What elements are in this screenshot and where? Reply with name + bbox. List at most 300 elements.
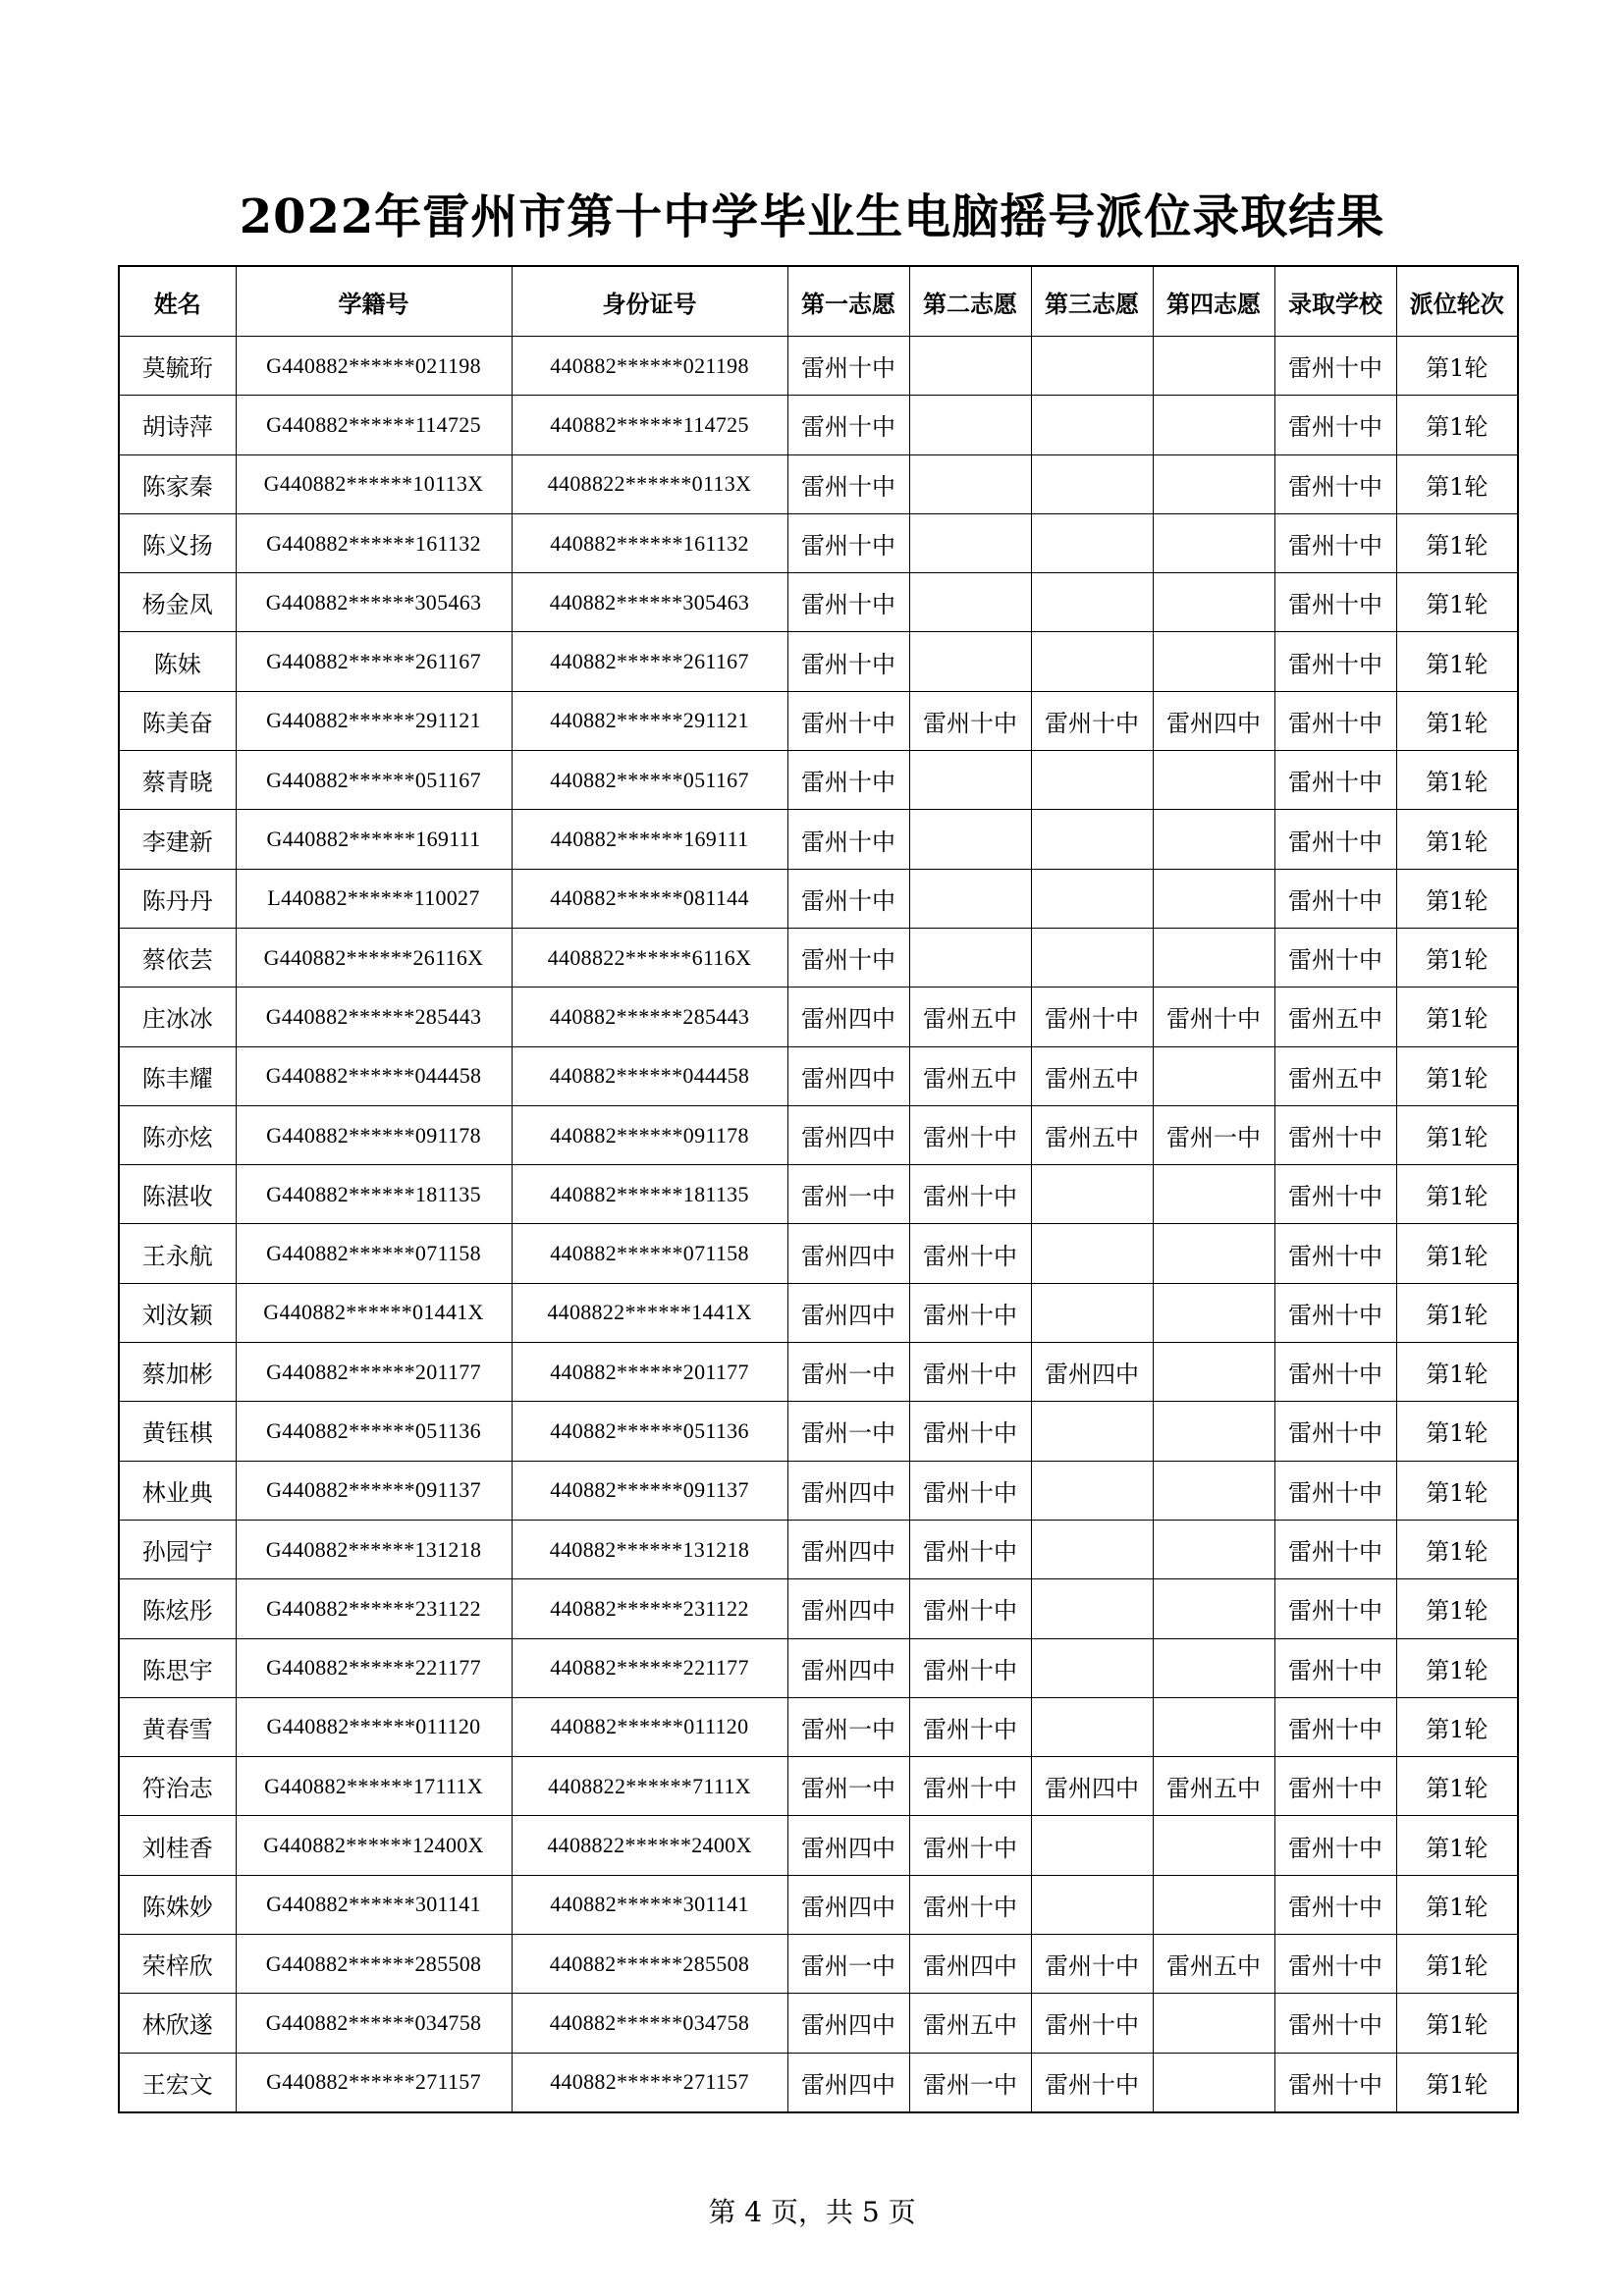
student-name-cell: 荣梓欣: [119, 1935, 236, 1994]
id-card-number-cell: 440882******131218: [512, 1520, 787, 1578]
id-card-number-cell: 440882******291121: [512, 691, 787, 750]
choice-3-cell: 雷州四中: [1031, 1757, 1153, 1816]
choice-4-cell: [1153, 573, 1274, 632]
round-cell: 第1轮: [1396, 1994, 1518, 2053]
choice-4-cell: [1153, 632, 1274, 691]
table-row: [119, 1816, 1518, 1875]
round-cell: 第1轮: [1396, 810, 1518, 869]
table-row: [119, 1520, 1518, 1578]
student-id-cell: G440882******271157: [236, 2053, 512, 2112]
round-cell: 第1轮: [1396, 988, 1518, 1046]
student-name-cell: 蔡加彬: [119, 1343, 236, 1402]
choice-3-cell: [1031, 1638, 1153, 1697]
choice-4-cell: 雷州一中: [1153, 1105, 1274, 1164]
col-header-round: 派位轮次: [1396, 266, 1518, 337]
choice-2-cell: [909, 810, 1031, 869]
choice-4-cell: [1153, 869, 1274, 928]
choice-2-cell: [909, 573, 1031, 632]
round-cell: 第1轮: [1396, 869, 1518, 928]
choice-1-cell: 雷州十中: [787, 513, 909, 572]
choice-4-cell: 雷州十中: [1153, 988, 1274, 1046]
round-cell: 第1轮: [1396, 751, 1518, 810]
choice-4-cell: [1153, 1046, 1274, 1105]
col-header-id-card: 身份证号: [512, 266, 787, 337]
table-row: [119, 810, 1518, 869]
col-header-admitted-school: 录取学校: [1274, 266, 1396, 337]
admitted-school-cell: 雷州十中: [1274, 1402, 1396, 1461]
round-cell: 第1轮: [1396, 513, 1518, 572]
admitted-school-cell: 雷州十中: [1274, 1935, 1396, 1994]
choice-2-cell: 雷州十中: [909, 1461, 1031, 1520]
table-row: [119, 396, 1518, 454]
choice-4-cell: 雷州四中: [1153, 691, 1274, 750]
id-card-number-cell: 440882******091137: [512, 1461, 787, 1520]
admitted-school-cell: 雷州十中: [1274, 1579, 1396, 1638]
choice-1-cell: 雷州十中: [787, 869, 909, 928]
choice-1-cell: 雷州十中: [787, 810, 909, 869]
admitted-school-cell: 雷州十中: [1274, 869, 1396, 928]
choice-1-cell: 雷州四中: [787, 1224, 909, 1283]
table-row: [119, 1165, 1518, 1224]
choice-2-cell: [909, 396, 1031, 454]
choice-3-cell: [1031, 1697, 1153, 1756]
id-card-number-cell: 4408822******2400X: [512, 1816, 787, 1875]
choice-2-cell: 雷州十中: [909, 1697, 1031, 1756]
table-row: [119, 928, 1518, 987]
choice-3-cell: [1031, 513, 1153, 572]
choice-1-cell: 雷州一中: [787, 1343, 909, 1402]
choice-2-cell: 雷州十中: [909, 1165, 1031, 1224]
student-name-cell: 黄钰棋: [119, 1402, 236, 1461]
round-cell: 第1轮: [1396, 1697, 1518, 1756]
choice-3-cell: [1031, 810, 1153, 869]
id-card-number-cell: 440882******071158: [512, 1224, 787, 1283]
choice-4-cell: 雷州五中: [1153, 1757, 1274, 1816]
round-cell: 第1轮: [1396, 1283, 1518, 1342]
student-id-cell: G440882******114725: [236, 396, 512, 454]
choice-3-cell: [1031, 751, 1153, 810]
round-cell: 第1轮: [1396, 1046, 1518, 1105]
table-row: [119, 751, 1518, 810]
choice-3-cell: [1031, 1402, 1153, 1461]
choice-2-cell: 雷州五中: [909, 1046, 1031, 1105]
student-id-cell: G440882******231122: [236, 1579, 512, 1638]
student-id-cell: G440882******034758: [236, 1994, 512, 2053]
student-name-cell: 李建新: [119, 810, 236, 869]
round-cell: 第1轮: [1396, 396, 1518, 454]
choice-4-cell: [1153, 1402, 1274, 1461]
table-row: [119, 1283, 1518, 1342]
student-id-cell: G440882******305463: [236, 573, 512, 632]
choice-2-cell: 雷州十中: [909, 1283, 1031, 1342]
student-name-cell: 陈炫彤: [119, 1579, 236, 1638]
choice-1-cell: 雷州四中: [787, 1875, 909, 1934]
choice-2-cell: [909, 928, 1031, 987]
id-card-number-cell: 440882******181135: [512, 1165, 787, 1224]
id-card-number-cell: 440882******305463: [512, 573, 787, 632]
student-id-cell: G440882******301141: [236, 1875, 512, 1934]
choice-3-cell: [1031, 1224, 1153, 1283]
student-name-cell: 陈思宇: [119, 1638, 236, 1697]
choice-1-cell: 雷州十中: [787, 454, 909, 513]
student-name-cell: 胡诗萍: [119, 396, 236, 454]
table-row: [119, 1579, 1518, 1638]
choice-1-cell: 雷州十中: [787, 751, 909, 810]
round-cell: 第1轮: [1396, 2053, 1518, 2112]
id-card-number-cell: 440882******044458: [512, 1046, 787, 1105]
choice-2-cell: 雷州四中: [909, 1935, 1031, 1994]
admitted-school-cell: 雷州十中: [1274, 1343, 1396, 1402]
admitted-school-cell: 雷州十中: [1274, 396, 1396, 454]
choice-2-cell: [909, 869, 1031, 928]
choice-4-cell: [1153, 1638, 1274, 1697]
admitted-school-cell: 雷州十中: [1274, 513, 1396, 572]
choice-1-cell: 雷州一中: [787, 1697, 909, 1756]
col-header-name: 姓名: [119, 266, 236, 337]
choice-4-cell: [1153, 337, 1274, 396]
student-id-cell: G440882******291121: [236, 691, 512, 750]
student-name-cell: 杨金凤: [119, 573, 236, 632]
table-body: [119, 337, 1518, 2112]
student-id-cell: G440882******091137: [236, 1461, 512, 1520]
table-row: [119, 337, 1518, 396]
student-name-cell: 刘汝颖: [119, 1283, 236, 1342]
table-row: [119, 1105, 1518, 1164]
admitted-school-cell: 雷州十中: [1274, 337, 1396, 396]
choice-1-cell: 雷州一中: [787, 1757, 909, 1816]
table-row: [119, 573, 1518, 632]
id-card-number-cell: 440882******169111: [512, 810, 787, 869]
id-card-number-cell: 440882******201177: [512, 1343, 787, 1402]
student-name-cell: 蔡依芸: [119, 928, 236, 987]
id-card-number-cell: 4408822******0113X: [512, 454, 787, 513]
student-name-cell: 莫毓珩: [119, 337, 236, 396]
student-id-cell: G440882******051136: [236, 1402, 512, 1461]
choice-2-cell: 雷州十中: [909, 1816, 1031, 1875]
admitted-school-cell: 雷州十中: [1274, 1461, 1396, 1520]
round-cell: 第1轮: [1396, 1461, 1518, 1520]
round-cell: 第1轮: [1396, 337, 1518, 396]
col-header-choice-1: 第一志愿: [787, 266, 909, 337]
id-card-number-cell: 440882******231122: [512, 1579, 787, 1638]
choice-4-cell: [1153, 1224, 1274, 1283]
choice-2-cell: [909, 337, 1031, 396]
student-name-cell: 孙园宁: [119, 1520, 236, 1578]
choice-1-cell: 雷州四中: [787, 1283, 909, 1342]
round-cell: 第1轮: [1396, 691, 1518, 750]
col-header-choice-4: 第四志愿: [1153, 266, 1274, 337]
id-card-number-cell: 440882******271157: [512, 2053, 787, 2112]
student-id-cell: G440882******181135: [236, 1165, 512, 1224]
choice-3-cell: 雷州十中: [1031, 691, 1153, 750]
student-id-cell: G440882******091178: [236, 1105, 512, 1164]
choice-4-cell: 雷州五中: [1153, 1935, 1274, 1994]
choice-2-cell: 雷州十中: [909, 1105, 1031, 1164]
student-id-cell: G440882******169111: [236, 810, 512, 869]
table-row: [119, 691, 1518, 750]
student-id-cell: G440882******17111X: [236, 1757, 512, 1816]
admitted-school-cell: 雷州十中: [1274, 1875, 1396, 1934]
table-row: [119, 454, 1518, 513]
choice-1-cell: 雷州四中: [787, 1579, 909, 1638]
choice-3-cell: 雷州十中: [1031, 1994, 1153, 2053]
choice-1-cell: 雷州十中: [787, 928, 909, 987]
round-cell: 第1轮: [1396, 1816, 1518, 1875]
student-name-cell: 陈姝妙: [119, 1875, 236, 1934]
admitted-school-cell: 雷州十中: [1274, 632, 1396, 691]
round-cell: 第1轮: [1396, 454, 1518, 513]
choice-3-cell: [1031, 1461, 1153, 1520]
choice-3-cell: 雷州四中: [1031, 1343, 1153, 1402]
round-cell: 第1轮: [1396, 573, 1518, 632]
id-card-number-cell: 440882******221177: [512, 1638, 787, 1697]
id-card-number-cell: 440882******114725: [512, 396, 787, 454]
choice-2-cell: 雷州十中: [909, 1520, 1031, 1578]
choice-4-cell: [1153, 810, 1274, 869]
choice-1-cell: 雷州四中: [787, 1520, 909, 1578]
choice-4-cell: [1153, 513, 1274, 572]
table-row: [119, 2053, 1518, 2112]
id-card-number-cell: 440882******051136: [512, 1402, 787, 1461]
choice-3-cell: [1031, 454, 1153, 513]
round-cell: 第1轮: [1396, 1402, 1518, 1461]
choice-4-cell: [1153, 751, 1274, 810]
student-name-cell: 陈家秦: [119, 454, 236, 513]
choice-2-cell: 雷州五中: [909, 1994, 1031, 2053]
round-cell: 第1轮: [1396, 632, 1518, 691]
admitted-school-cell: 雷州十中: [1274, 751, 1396, 810]
id-card-number-cell: 440882******285443: [512, 988, 787, 1046]
student-name-cell: 陈亦炫: [119, 1105, 236, 1164]
student-name-cell: 林业典: [119, 1461, 236, 1520]
round-cell: 第1轮: [1396, 1757, 1518, 1816]
round-cell: 第1轮: [1396, 1105, 1518, 1164]
student-id-cell: G440882******12400X: [236, 1816, 512, 1875]
id-card-number-cell: 440882******081144: [512, 869, 787, 928]
student-id-cell: G440882******071158: [236, 1224, 512, 1283]
student-id-cell: G440882******285508: [236, 1935, 512, 1994]
choice-1-cell: 雷州四中: [787, 2053, 909, 2112]
choice-3-cell: [1031, 573, 1153, 632]
choice-1-cell: 雷州四中: [787, 1816, 909, 1875]
student-name-cell: 陈美奋: [119, 691, 236, 750]
choice-4-cell: [1153, 1697, 1274, 1756]
choice-3-cell: 雷州五中: [1031, 1105, 1153, 1164]
page-title: 2022年雷州市第十中学毕业生电脑摇号派位录取结果: [239, 189, 1385, 244]
choice-3-cell: [1031, 1283, 1153, 1342]
student-id-cell: G440882******261167: [236, 632, 512, 691]
col-header-student-id: 学籍号: [236, 266, 512, 337]
round-cell: 第1轮: [1396, 1638, 1518, 1697]
round-cell: 第1轮: [1396, 1224, 1518, 1283]
admission-results-table: [118, 265, 1519, 2113]
choice-2-cell: [909, 454, 1031, 513]
student-id-cell: G440882******26116X: [236, 928, 512, 987]
choice-4-cell: [1153, 2053, 1274, 2112]
round-cell: 第1轮: [1396, 1343, 1518, 1402]
admitted-school-cell: 雷州十中: [1274, 1105, 1396, 1164]
id-card-number-cell: 440882******261167: [512, 632, 787, 691]
choice-1-cell: 雷州四中: [787, 1105, 909, 1164]
choice-2-cell: 雷州五中: [909, 988, 1031, 1046]
id-card-number-cell: 4408822******7111X: [512, 1757, 787, 1816]
choice-1-cell: 雷州一中: [787, 1165, 909, 1224]
student-name-cell: 林欣遂: [119, 1994, 236, 2053]
choice-4-cell: [1153, 1165, 1274, 1224]
student-id-cell: G440882******221177: [236, 1638, 512, 1697]
choice-1-cell: 雷州四中: [787, 1046, 909, 1105]
choice-2-cell: 雷州一中: [909, 2053, 1031, 2112]
choice-4-cell: [1153, 1579, 1274, 1638]
choice-3-cell: [1031, 1579, 1153, 1638]
choice-3-cell: [1031, 632, 1153, 691]
choice-2-cell: [909, 513, 1031, 572]
table-row: [119, 1343, 1518, 1402]
choice-2-cell: [909, 632, 1031, 691]
admitted-school-cell: 雷州五中: [1274, 988, 1396, 1046]
table-row: [119, 1935, 1518, 1994]
choice-3-cell: [1031, 1816, 1153, 1875]
student-name-cell: 陈义扬: [119, 513, 236, 572]
choice-1-cell: 雷州十中: [787, 632, 909, 691]
student-name-cell: 陈湛收: [119, 1165, 236, 1224]
admitted-school-cell: 雷州十中: [1274, 1520, 1396, 1578]
choice-4-cell: [1153, 1994, 1274, 2053]
choice-3-cell: [1031, 396, 1153, 454]
choice-4-cell: [1153, 1461, 1274, 1520]
student-id-cell: L440882******110027: [236, 869, 512, 928]
student-name-cell: 王永航: [119, 1224, 236, 1283]
choice-2-cell: 雷州十中: [909, 691, 1031, 750]
student-id-cell: G440882******044458: [236, 1046, 512, 1105]
student-name-cell: 陈妹: [119, 632, 236, 691]
choice-1-cell: 雷州四中: [787, 1638, 909, 1697]
choice-1-cell: 雷州十中: [787, 396, 909, 454]
table-row: [119, 1402, 1518, 1461]
student-name-cell: 黄春雪: [119, 1697, 236, 1756]
choice-4-cell: [1153, 396, 1274, 454]
choice-1-cell: 雷州十中: [787, 691, 909, 750]
choice-1-cell: 雷州十中: [787, 573, 909, 632]
table-row: [119, 1224, 1518, 1283]
choice-4-cell: [1153, 454, 1274, 513]
choice-2-cell: 雷州十中: [909, 1638, 1031, 1697]
table-row: [119, 988, 1518, 1046]
choice-4-cell: [1153, 928, 1274, 987]
admitted-school-cell: 雷州十中: [1274, 1816, 1396, 1875]
choice-1-cell: 雷州十中: [787, 337, 909, 396]
admitted-school-cell: 雷州十中: [1274, 1638, 1396, 1697]
choice-3-cell: [1031, 1165, 1153, 1224]
student-id-cell: G440882******285443: [236, 988, 512, 1046]
choice-1-cell: 雷州四中: [787, 1994, 909, 2053]
admitted-school-cell: 雷州十中: [1274, 691, 1396, 750]
student-name-cell: 蔡青晓: [119, 751, 236, 810]
id-card-number-cell: 4408822******1441X: [512, 1283, 787, 1342]
student-id-cell: G440882******10113X: [236, 454, 512, 513]
choice-2-cell: 雷州十中: [909, 1757, 1031, 1816]
student-id-cell: G440882******131218: [236, 1520, 512, 1578]
id-card-number-cell: 440882******285508: [512, 1935, 787, 1994]
admitted-school-cell: 雷州十中: [1274, 1994, 1396, 2053]
id-card-number-cell: 440882******051167: [512, 751, 787, 810]
choice-3-cell: 雷州十中: [1031, 988, 1153, 1046]
round-cell: 第1轮: [1396, 928, 1518, 987]
choice-4-cell: [1153, 1283, 1274, 1342]
id-card-number-cell: 440882******161132: [512, 513, 787, 572]
choice-3-cell: 雷州十中: [1031, 1935, 1153, 1994]
student-id-cell: G440882******01441X: [236, 1283, 512, 1342]
round-cell: 第1轮: [1396, 1935, 1518, 1994]
choice-2-cell: 雷州十中: [909, 1579, 1031, 1638]
student-id-cell: G440882******161132: [236, 513, 512, 572]
admitted-school-cell: 雷州十中: [1274, 2053, 1396, 2112]
choice-4-cell: [1153, 1816, 1274, 1875]
table-row: [119, 513, 1518, 572]
choice-1-cell: 雷州四中: [787, 988, 909, 1046]
choice-3-cell: 雷州五中: [1031, 1046, 1153, 1105]
student-id-cell: G440882******021198: [236, 337, 512, 396]
table-row: [119, 1994, 1518, 2053]
admitted-school-cell: 雷州五中: [1274, 1046, 1396, 1105]
table-row: [119, 869, 1518, 928]
choice-4-cell: [1153, 1875, 1274, 1934]
admitted-school-cell: 雷州十中: [1274, 573, 1396, 632]
round-cell: 第1轮: [1396, 1875, 1518, 1934]
admitted-school-cell: 雷州十中: [1274, 1224, 1396, 1283]
id-card-number-cell: 4408822******6116X: [512, 928, 787, 987]
choice-3-cell: [1031, 1875, 1153, 1934]
admitted-school-cell: 雷州十中: [1274, 810, 1396, 869]
choice-2-cell: 雷州十中: [909, 1875, 1031, 1934]
student-id-cell: G440882******011120: [236, 1697, 512, 1756]
student-name-cell: 庄冰冰: [119, 988, 236, 1046]
choice-1-cell: 雷州一中: [787, 1935, 909, 1994]
table-row: [119, 1757, 1518, 1816]
id-card-number-cell: 440882******301141: [512, 1875, 787, 1934]
student-name-cell: 陈丹丹: [119, 869, 236, 928]
admitted-school-cell: 雷州十中: [1274, 1757, 1396, 1816]
table-row: [119, 1461, 1518, 1520]
choice-2-cell: 雷州十中: [909, 1343, 1031, 1402]
student-id-cell: G440882******201177: [236, 1343, 512, 1402]
choice-1-cell: 雷州一中: [787, 1402, 909, 1461]
round-cell: 第1轮: [1396, 1165, 1518, 1224]
choice-3-cell: 雷州十中: [1031, 2053, 1153, 2112]
id-card-number-cell: 440882******034758: [512, 1994, 787, 2053]
student-name-cell: 符治志: [119, 1757, 236, 1816]
choice-3-cell: [1031, 928, 1153, 987]
table-row: [119, 1046, 1518, 1105]
admitted-school-cell: 雷州十中: [1274, 454, 1396, 513]
admitted-school-cell: 雷州十中: [1274, 1697, 1396, 1756]
choice-4-cell: [1153, 1343, 1274, 1402]
id-card-number-cell: 440882******091178: [512, 1105, 787, 1164]
id-card-number-cell: 440882******011120: [512, 1697, 787, 1756]
admitted-school-cell: 雷州十中: [1274, 1165, 1396, 1224]
student-name-cell: 王宏文: [119, 2053, 236, 2112]
choice-3-cell: [1031, 1520, 1153, 1578]
col-header-choice-2: 第二志愿: [909, 266, 1031, 337]
student-name-cell: 陈丰耀: [119, 1046, 236, 1105]
col-header-choice-3: 第三志愿: [1031, 266, 1153, 337]
choice-2-cell: [909, 751, 1031, 810]
student-name-cell: 刘桂香: [119, 1816, 236, 1875]
choice-2-cell: 雷州十中: [909, 1402, 1031, 1461]
table-row: [119, 1638, 1518, 1697]
choice-2-cell: 雷州十中: [909, 1224, 1031, 1283]
choice-3-cell: [1031, 869, 1153, 928]
